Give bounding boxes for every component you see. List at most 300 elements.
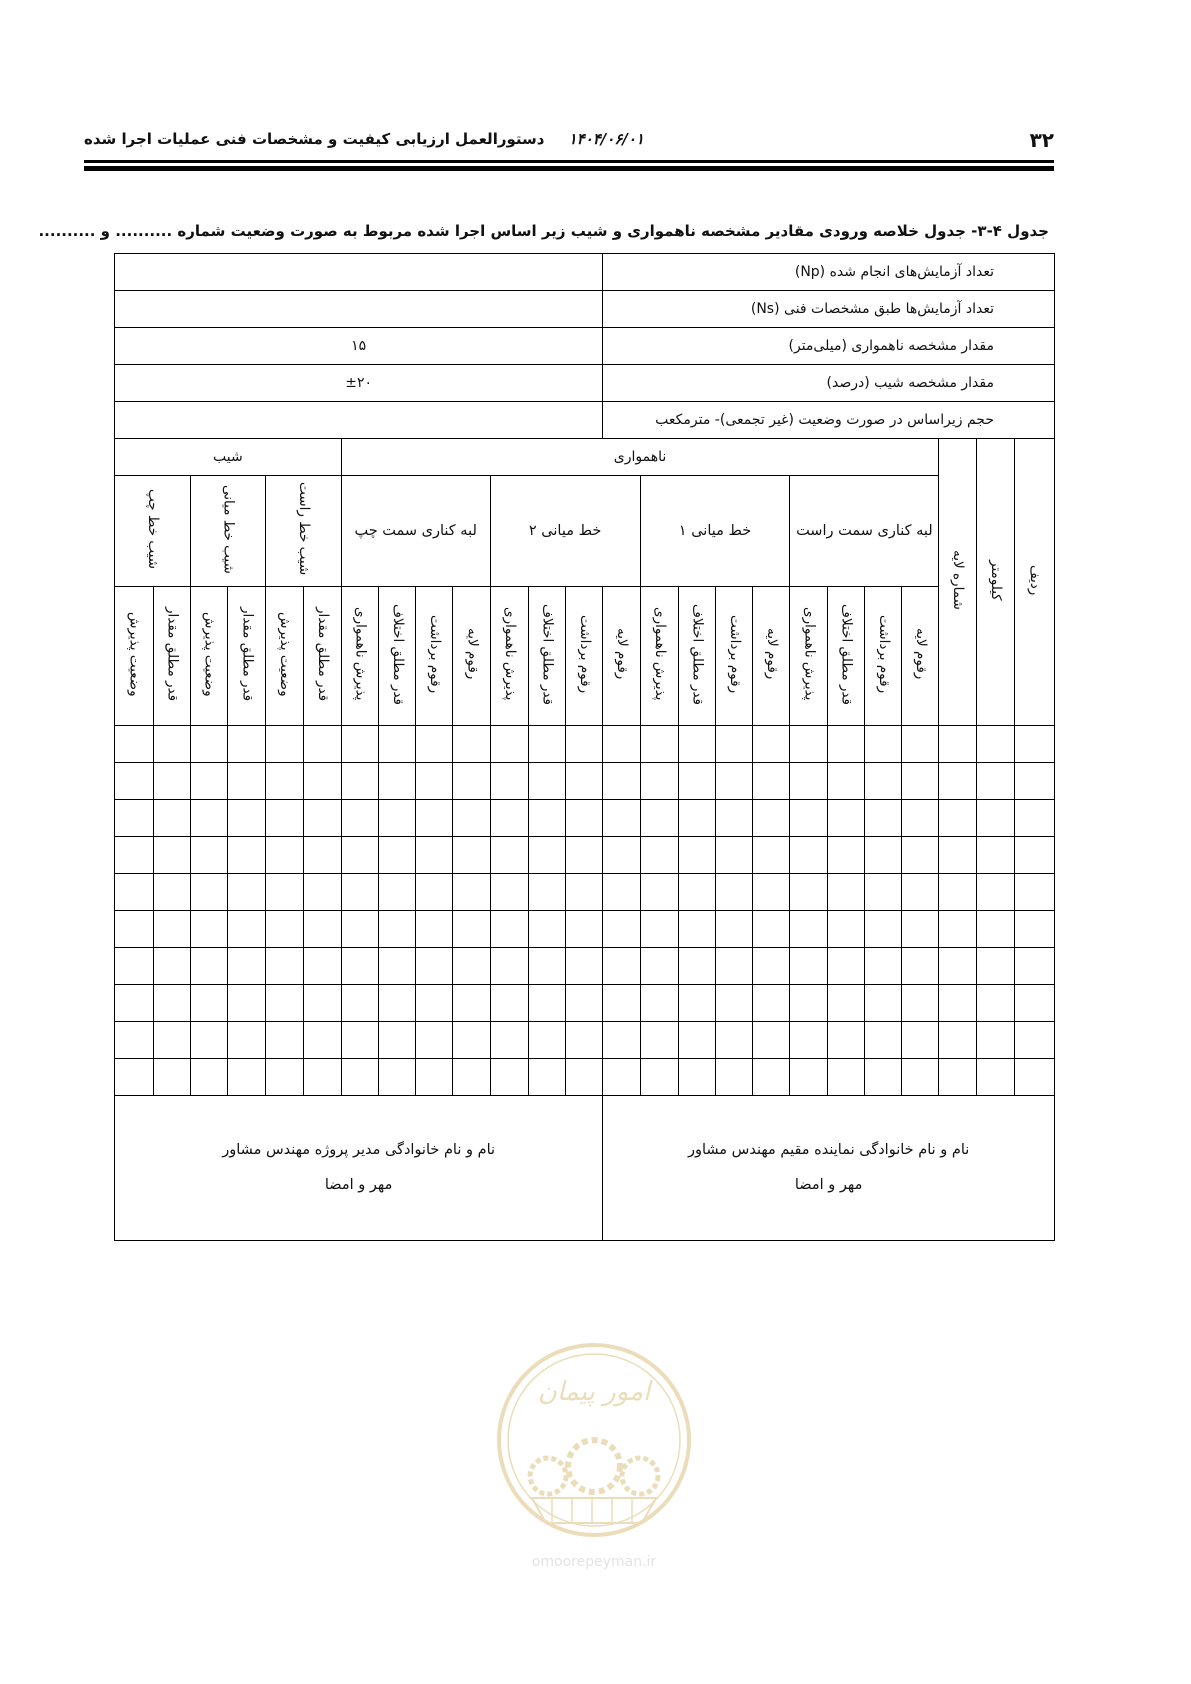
- data-cell[interactable]: [416, 874, 453, 911]
- data-cell[interactable]: [490, 985, 528, 1022]
- data-cell[interactable]: [827, 726, 864, 763]
- data-cell[interactable]: [864, 1059, 901, 1096]
- data-cell[interactable]: [976, 1059, 1014, 1096]
- data-cell[interactable]: [228, 911, 266, 948]
- col-roughness-sub: رقوم برداشت: [566, 587, 603, 726]
- data-cell[interactable]: [153, 1022, 190, 1059]
- data-cell[interactable]: [640, 985, 678, 1022]
- col-roughness-sub: قدر مطلق اختلاف: [378, 587, 415, 726]
- data-cell[interactable]: [115, 1059, 154, 1096]
- data-cell[interactable]: [115, 726, 154, 763]
- data-cell[interactable]: [827, 1022, 864, 1059]
- data-cell[interactable]: [1014, 985, 1054, 1022]
- data-cell[interactable]: [716, 911, 753, 948]
- data-cell[interactable]: [640, 726, 678, 763]
- data-cell[interactable]: [753, 874, 790, 911]
- data-cell[interactable]: [453, 800, 490, 837]
- signature-resident-rep-name: نام و نام خانوادگی نماینده مقیم مهندس مشاور: [687, 1142, 970, 1159]
- table-row: [115, 948, 1055, 985]
- data-cell[interactable]: [453, 985, 490, 1022]
- header-rule-thin: [84, 160, 1054, 163]
- data-cell[interactable]: [864, 726, 901, 763]
- data-cell[interactable]: [1014, 948, 1054, 985]
- data-cell[interactable]: [827, 911, 864, 948]
- data-cell[interactable]: [603, 985, 640, 1022]
- data-cell[interactable]: [603, 800, 640, 837]
- data-cell[interactable]: [678, 1059, 715, 1096]
- data-cell[interactable]: [228, 948, 266, 985]
- data-cell[interactable]: [790, 726, 827, 763]
- data-cell[interactable]: [115, 874, 154, 911]
- data-cell[interactable]: [566, 1059, 603, 1096]
- data-cell[interactable]: [939, 1059, 976, 1096]
- data-cell[interactable]: [190, 763, 227, 800]
- data-cell[interactable]: [378, 985, 415, 1022]
- data-cell[interactable]: [939, 1022, 976, 1059]
- data-cell[interactable]: [453, 726, 490, 763]
- data-cell[interactable]: [416, 726, 453, 763]
- data-cell[interactable]: [827, 1059, 864, 1096]
- data-cell[interactable]: [566, 948, 603, 985]
- data-cell[interactable]: [378, 911, 415, 948]
- data-cell[interactable]: [939, 726, 976, 763]
- data-cell[interactable]: [790, 800, 827, 837]
- header-date: ۱۴۰۴/۰۶/۰۱: [568, 130, 644, 148]
- data-cell[interactable]: [453, 948, 490, 985]
- summary-row: [115, 402, 1055, 439]
- data-cell[interactable]: [902, 911, 939, 948]
- section-slope-middle: شیب خط میانی: [190, 476, 265, 587]
- data-cell[interactable]: [528, 874, 565, 911]
- data-cell[interactable]: [266, 800, 303, 837]
- data-cell[interactable]: [902, 726, 939, 763]
- data-cell[interactable]: [416, 763, 453, 800]
- header-rule-thick: [84, 166, 1054, 171]
- data-cell[interactable]: [190, 726, 227, 763]
- data-cell[interactable]: [341, 1022, 378, 1059]
- data-cell[interactable]: [490, 1059, 528, 1096]
- data-cell[interactable]: [303, 1059, 341, 1096]
- summary-label: حجم زیراساس در صورت وضعیت (غیر تجمعی)- مترمکعب: [603, 402, 1055, 439]
- data-cell[interactable]: [603, 948, 640, 985]
- data-cell[interactable]: [266, 874, 303, 911]
- data-cell[interactable]: [902, 985, 939, 1022]
- data-cell[interactable]: [716, 837, 753, 874]
- data-cell[interactable]: [939, 948, 976, 985]
- data-cell[interactable]: [827, 800, 864, 837]
- data-cell[interactable]: [753, 726, 790, 763]
- data-cell[interactable]: [716, 726, 753, 763]
- data-cell[interactable]: [190, 948, 227, 985]
- data-cell[interactable]: [790, 874, 827, 911]
- data-cell[interactable]: [378, 726, 415, 763]
- data-cell[interactable]: [827, 985, 864, 1022]
- data-cell[interactable]: [303, 911, 341, 948]
- data-cell[interactable]: [976, 726, 1014, 763]
- col-roughness-sub: رقوم برداشت: [416, 587, 453, 726]
- data-cell[interactable]: [416, 985, 453, 1022]
- data-cell[interactable]: [976, 800, 1014, 837]
- data-cell[interactable]: [939, 874, 976, 911]
- data-cell[interactable]: [490, 911, 528, 948]
- data-cell[interactable]: [790, 1059, 827, 1096]
- data-cell[interactable]: [303, 763, 341, 800]
- data-cell[interactable]: [528, 726, 565, 763]
- data-cell[interactable]: [939, 800, 976, 837]
- data-cell[interactable]: [303, 837, 341, 874]
- data-cell[interactable]: [453, 763, 490, 800]
- section-slope-left: شیب خط چپ: [115, 476, 191, 587]
- data-cell[interactable]: [453, 1022, 490, 1059]
- data-cell[interactable]: [566, 837, 603, 874]
- data-cell[interactable]: [303, 800, 341, 837]
- data-cell[interactable]: [1014, 800, 1054, 837]
- data-cell[interactable]: [864, 985, 901, 1022]
- data-cell[interactable]: [790, 1022, 827, 1059]
- data-cell[interactable]: [490, 726, 528, 763]
- col-roughness-sub: رقوم لایه: [753, 587, 790, 726]
- data-cell[interactable]: [153, 726, 190, 763]
- data-cell[interactable]: [228, 985, 266, 1022]
- col-layer-number: شماره لایه: [939, 439, 976, 726]
- data-cell[interactable]: [640, 874, 678, 911]
- data-cell[interactable]: [864, 874, 901, 911]
- group-header-row: [115, 439, 1055, 476]
- section-right-edge: لبه کناری سمت راست: [790, 476, 939, 587]
- data-cell[interactable]: [153, 800, 190, 837]
- data-cell[interactable]: [1014, 837, 1054, 874]
- data-cell[interactable]: [678, 874, 715, 911]
- data-cell[interactable]: [490, 800, 528, 837]
- data-cell[interactable]: [566, 1022, 603, 1059]
- col-slope-sub: وضعیت پذیرش: [266, 587, 303, 726]
- data-cell[interactable]: [566, 800, 603, 837]
- summary-label: تعداد آزمایش‌ها طبق مشخصات فنی (Ns): [603, 291, 1055, 328]
- data-cell[interactable]: [1014, 726, 1054, 763]
- data-cell[interactable]: [153, 948, 190, 985]
- data-cell[interactable]: [864, 948, 901, 985]
- data-cell[interactable]: [341, 911, 378, 948]
- data-cell[interactable]: [341, 948, 378, 985]
- summary-row: [115, 254, 1055, 291]
- data-cell[interactable]: [603, 837, 640, 874]
- data-cell[interactable]: [266, 948, 303, 985]
- col-roughness-sub: رقوم برداشت: [864, 587, 901, 726]
- signature-project-manager: [115, 1096, 603, 1241]
- data-cell[interactable]: [378, 763, 415, 800]
- data-cell[interactable]: [864, 763, 901, 800]
- data-cell[interactable]: [640, 800, 678, 837]
- col-slope-sub: وضعیت پذیرش: [115, 587, 154, 726]
- col-roughness-sub: قدر مطلق اختلاف: [827, 587, 864, 726]
- data-cell[interactable]: [640, 837, 678, 874]
- data-cell[interactable]: [976, 837, 1014, 874]
- data-cell[interactable]: [716, 800, 753, 837]
- data-cell[interactable]: [228, 800, 266, 837]
- data-cell[interactable]: [190, 911, 227, 948]
- data-cell[interactable]: [753, 763, 790, 800]
- data-cell[interactable]: [528, 1059, 565, 1096]
- data-cell[interactable]: [490, 1022, 528, 1059]
- data-cell[interactable]: [716, 763, 753, 800]
- data-cell[interactable]: [902, 837, 939, 874]
- data-cell[interactable]: [1014, 1059, 1054, 1096]
- data-cell[interactable]: [453, 874, 490, 911]
- data-cell[interactable]: [266, 1022, 303, 1059]
- data-cell[interactable]: [678, 763, 715, 800]
- data-cell[interactable]: [378, 948, 415, 985]
- data-cell[interactable]: [790, 837, 827, 874]
- data-cell[interactable]: [566, 763, 603, 800]
- data-cell[interactable]: [416, 837, 453, 874]
- data-cell[interactable]: [341, 726, 378, 763]
- col-slope-sub: قدر مطلق مقدار: [303, 587, 341, 726]
- data-cell[interactable]: [303, 1022, 341, 1059]
- data-cell[interactable]: [266, 1059, 303, 1096]
- col-roughness-sub: رقوم برداشت: [716, 587, 753, 726]
- data-cell[interactable]: [976, 985, 1014, 1022]
- data-cell[interactable]: [603, 763, 640, 800]
- data-cell[interactable]: [1014, 763, 1054, 800]
- data-cell[interactable]: [341, 985, 378, 1022]
- data-cell[interactable]: [976, 1022, 1014, 1059]
- data-cell[interactable]: [566, 985, 603, 1022]
- data-cell[interactable]: [378, 1059, 415, 1096]
- data-cell[interactable]: [228, 837, 266, 874]
- data-cell[interactable]: [190, 800, 227, 837]
- data-cell[interactable]: [902, 1022, 939, 1059]
- table-row: [115, 1022, 1055, 1059]
- data-cell[interactable]: [640, 948, 678, 985]
- data-cell[interactable]: [341, 800, 378, 837]
- data-cell[interactable]: [153, 911, 190, 948]
- data-cell[interactable]: [678, 800, 715, 837]
- data-cell[interactable]: [939, 837, 976, 874]
- data-cell[interactable]: [341, 763, 378, 800]
- data-cell[interactable]: [566, 726, 603, 763]
- data-cell[interactable]: [753, 837, 790, 874]
- page-header: [84, 128, 1054, 158]
- table-row: [115, 800, 1055, 837]
- data-cell[interactable]: [115, 837, 154, 874]
- data-cell[interactable]: [528, 837, 565, 874]
- data-cell[interactable]: [190, 837, 227, 874]
- data-cell[interactable]: [228, 763, 266, 800]
- data-cell[interactable]: [303, 726, 341, 763]
- watermark-brand: امور پیمان: [537, 1377, 651, 1407]
- data-cell[interactable]: [716, 874, 753, 911]
- data-cell[interactable]: [716, 1022, 753, 1059]
- data-cell[interactable]: [303, 985, 341, 1022]
- data-cell[interactable]: [528, 1022, 565, 1059]
- data-cell[interactable]: [976, 911, 1014, 948]
- data-cell[interactable]: [416, 948, 453, 985]
- data-cell[interactable]: [864, 800, 901, 837]
- section-midline-2: خط میانی ۲: [490, 476, 640, 587]
- data-cell[interactable]: [416, 1059, 453, 1096]
- data-cell[interactable]: [228, 726, 266, 763]
- data-cell[interactable]: [790, 911, 827, 948]
- data-cell[interactable]: [976, 948, 1014, 985]
- data-cell[interactable]: [603, 874, 640, 911]
- data-cell[interactable]: [976, 763, 1014, 800]
- data-cell[interactable]: [341, 837, 378, 874]
- data-cell[interactable]: [115, 985, 154, 1022]
- data-cell[interactable]: [566, 911, 603, 948]
- data-cell[interactable]: [753, 1022, 790, 1059]
- table-row: [115, 726, 1055, 763]
- data-cell[interactable]: [453, 911, 490, 948]
- data-cell[interactable]: [902, 763, 939, 800]
- data-cell[interactable]: [603, 911, 640, 948]
- data-cell[interactable]: [153, 837, 190, 874]
- data-cell[interactable]: [378, 1022, 415, 1059]
- data-cell[interactable]: [490, 837, 528, 874]
- data-cell[interactable]: [716, 948, 753, 985]
- data-cell[interactable]: [115, 911, 154, 948]
- data-cell[interactable]: [827, 763, 864, 800]
- data-cell[interactable]: [490, 948, 528, 985]
- data-cell[interactable]: [153, 1059, 190, 1096]
- data-cell[interactable]: [528, 985, 565, 1022]
- data-cell[interactable]: [266, 726, 303, 763]
- data-cell[interactable]: [115, 763, 154, 800]
- data-cell[interactable]: [115, 948, 154, 985]
- summary-table: [114, 253, 1055, 1241]
- data-cell[interactable]: [266, 763, 303, 800]
- data-cell[interactable]: [640, 763, 678, 800]
- data-cell[interactable]: [827, 948, 864, 985]
- data-cell[interactable]: [678, 911, 715, 948]
- summary-value: ۱۵: [115, 328, 603, 365]
- data-cell[interactable]: [790, 763, 827, 800]
- data-cell[interactable]: [753, 911, 790, 948]
- data-cell[interactable]: [902, 948, 939, 985]
- data-cell[interactable]: [153, 985, 190, 1022]
- data-cell[interactable]: [1014, 1022, 1054, 1059]
- data-cell[interactable]: [902, 800, 939, 837]
- data-cell[interactable]: [640, 1022, 678, 1059]
- data-cell[interactable]: [716, 985, 753, 1022]
- data-cell[interactable]: [115, 1022, 154, 1059]
- data-cell[interactable]: [378, 800, 415, 837]
- section-header-row: [115, 476, 1055, 587]
- table-row: [115, 837, 1055, 874]
- data-cell[interactable]: [603, 1059, 640, 1096]
- data-cell[interactable]: [753, 1059, 790, 1096]
- data-cell[interactable]: [190, 1022, 227, 1059]
- col-slope-sub: قدر مطلق مقدار: [228, 587, 266, 726]
- data-cell[interactable]: [827, 874, 864, 911]
- data-cell[interactable]: [453, 1059, 490, 1096]
- data-cell[interactable]: [303, 874, 341, 911]
- data-cell[interactable]: [566, 874, 603, 911]
- data-cell[interactable]: [678, 948, 715, 985]
- watermark-url: omoorepeyman.ir: [531, 1554, 657, 1570]
- data-cell[interactable]: [528, 948, 565, 985]
- signature-resident-rep-seal: مهر و امضا: [794, 1177, 863, 1193]
- data-cell[interactable]: [378, 837, 415, 874]
- data-cell[interactable]: [528, 763, 565, 800]
- data-cell[interactable]: [603, 1022, 640, 1059]
- data-cell[interactable]: [678, 985, 715, 1022]
- data-cell[interactable]: [416, 800, 453, 837]
- data-cell[interactable]: [753, 948, 790, 985]
- col-roughness-sub: رقوم لایه: [902, 587, 939, 726]
- data-cell[interactable]: [266, 985, 303, 1022]
- data-cell[interactable]: [790, 948, 827, 985]
- data-cell[interactable]: [753, 985, 790, 1022]
- data-cell[interactable]: [266, 911, 303, 948]
- data-cell[interactable]: [378, 874, 415, 911]
- data-cell[interactable]: [640, 1059, 678, 1096]
- data-cell[interactable]: [528, 911, 565, 948]
- data-cell[interactable]: [678, 1022, 715, 1059]
- summary-row: [115, 365, 1055, 402]
- data-cell[interactable]: [976, 874, 1014, 911]
- data-cell[interactable]: [490, 763, 528, 800]
- col-slope-sub: وضعیت پذیرش: [190, 587, 227, 726]
- data-cell[interactable]: [640, 911, 678, 948]
- data-cell[interactable]: [678, 837, 715, 874]
- data-cell[interactable]: [153, 763, 190, 800]
- data-cell[interactable]: [827, 837, 864, 874]
- data-cell[interactable]: [716, 1059, 753, 1096]
- data-cell[interactable]: [528, 800, 565, 837]
- data-cell[interactable]: [228, 874, 266, 911]
- data-cell[interactable]: [864, 911, 901, 948]
- data-cell[interactable]: [453, 837, 490, 874]
- data-cell[interactable]: [939, 763, 976, 800]
- table-row: [115, 763, 1055, 800]
- summary-value: ±۲۰: [115, 365, 603, 402]
- col-roughness-sub: قدر مطلق اختلاف: [678, 587, 715, 726]
- data-cell[interactable]: [864, 837, 901, 874]
- data-cell[interactable]: [902, 1059, 939, 1096]
- col-roughness-sub: رقوم لایه: [453, 587, 490, 726]
- data-cell[interactable]: [864, 1022, 901, 1059]
- col-roughness-sub: پذیرش ناهمواری: [640, 587, 678, 726]
- data-cell[interactable]: [790, 985, 827, 1022]
- data-cell[interactable]: [939, 911, 976, 948]
- data-cell[interactable]: [303, 948, 341, 985]
- data-cell[interactable]: [1014, 911, 1054, 948]
- data-cell[interactable]: [753, 800, 790, 837]
- data-cell[interactable]: [1014, 874, 1054, 911]
- data-cell[interactable]: [190, 1059, 227, 1096]
- data-cell[interactable]: [341, 874, 378, 911]
- data-cell[interactable]: [266, 837, 303, 874]
- data-cell[interactable]: [228, 1022, 266, 1059]
- data-cell[interactable]: [190, 874, 227, 911]
- data-cell[interactable]: [190, 985, 227, 1022]
- data-cell[interactable]: [490, 874, 528, 911]
- data-cell[interactable]: [902, 874, 939, 911]
- col-slope-sub: قدر مطلق مقدار: [153, 587, 190, 726]
- signature-project-manager-seal: مهر و امضا: [324, 1177, 393, 1193]
- data-cell[interactable]: [115, 800, 154, 837]
- data-cell[interactable]: [603, 726, 640, 763]
- data-cell[interactable]: [678, 726, 715, 763]
- data-cell[interactable]: [228, 1059, 266, 1096]
- summary-label: تعداد آزمایش‌های انجام شده (Np): [603, 254, 1055, 291]
- data-cell[interactable]: [416, 1022, 453, 1059]
- data-cell[interactable]: [939, 985, 976, 1022]
- data-cell[interactable]: [153, 874, 190, 911]
- data-cell[interactable]: [416, 911, 453, 948]
- page-number: ۳۲: [1029, 128, 1054, 152]
- data-cell[interactable]: [341, 1059, 378, 1096]
